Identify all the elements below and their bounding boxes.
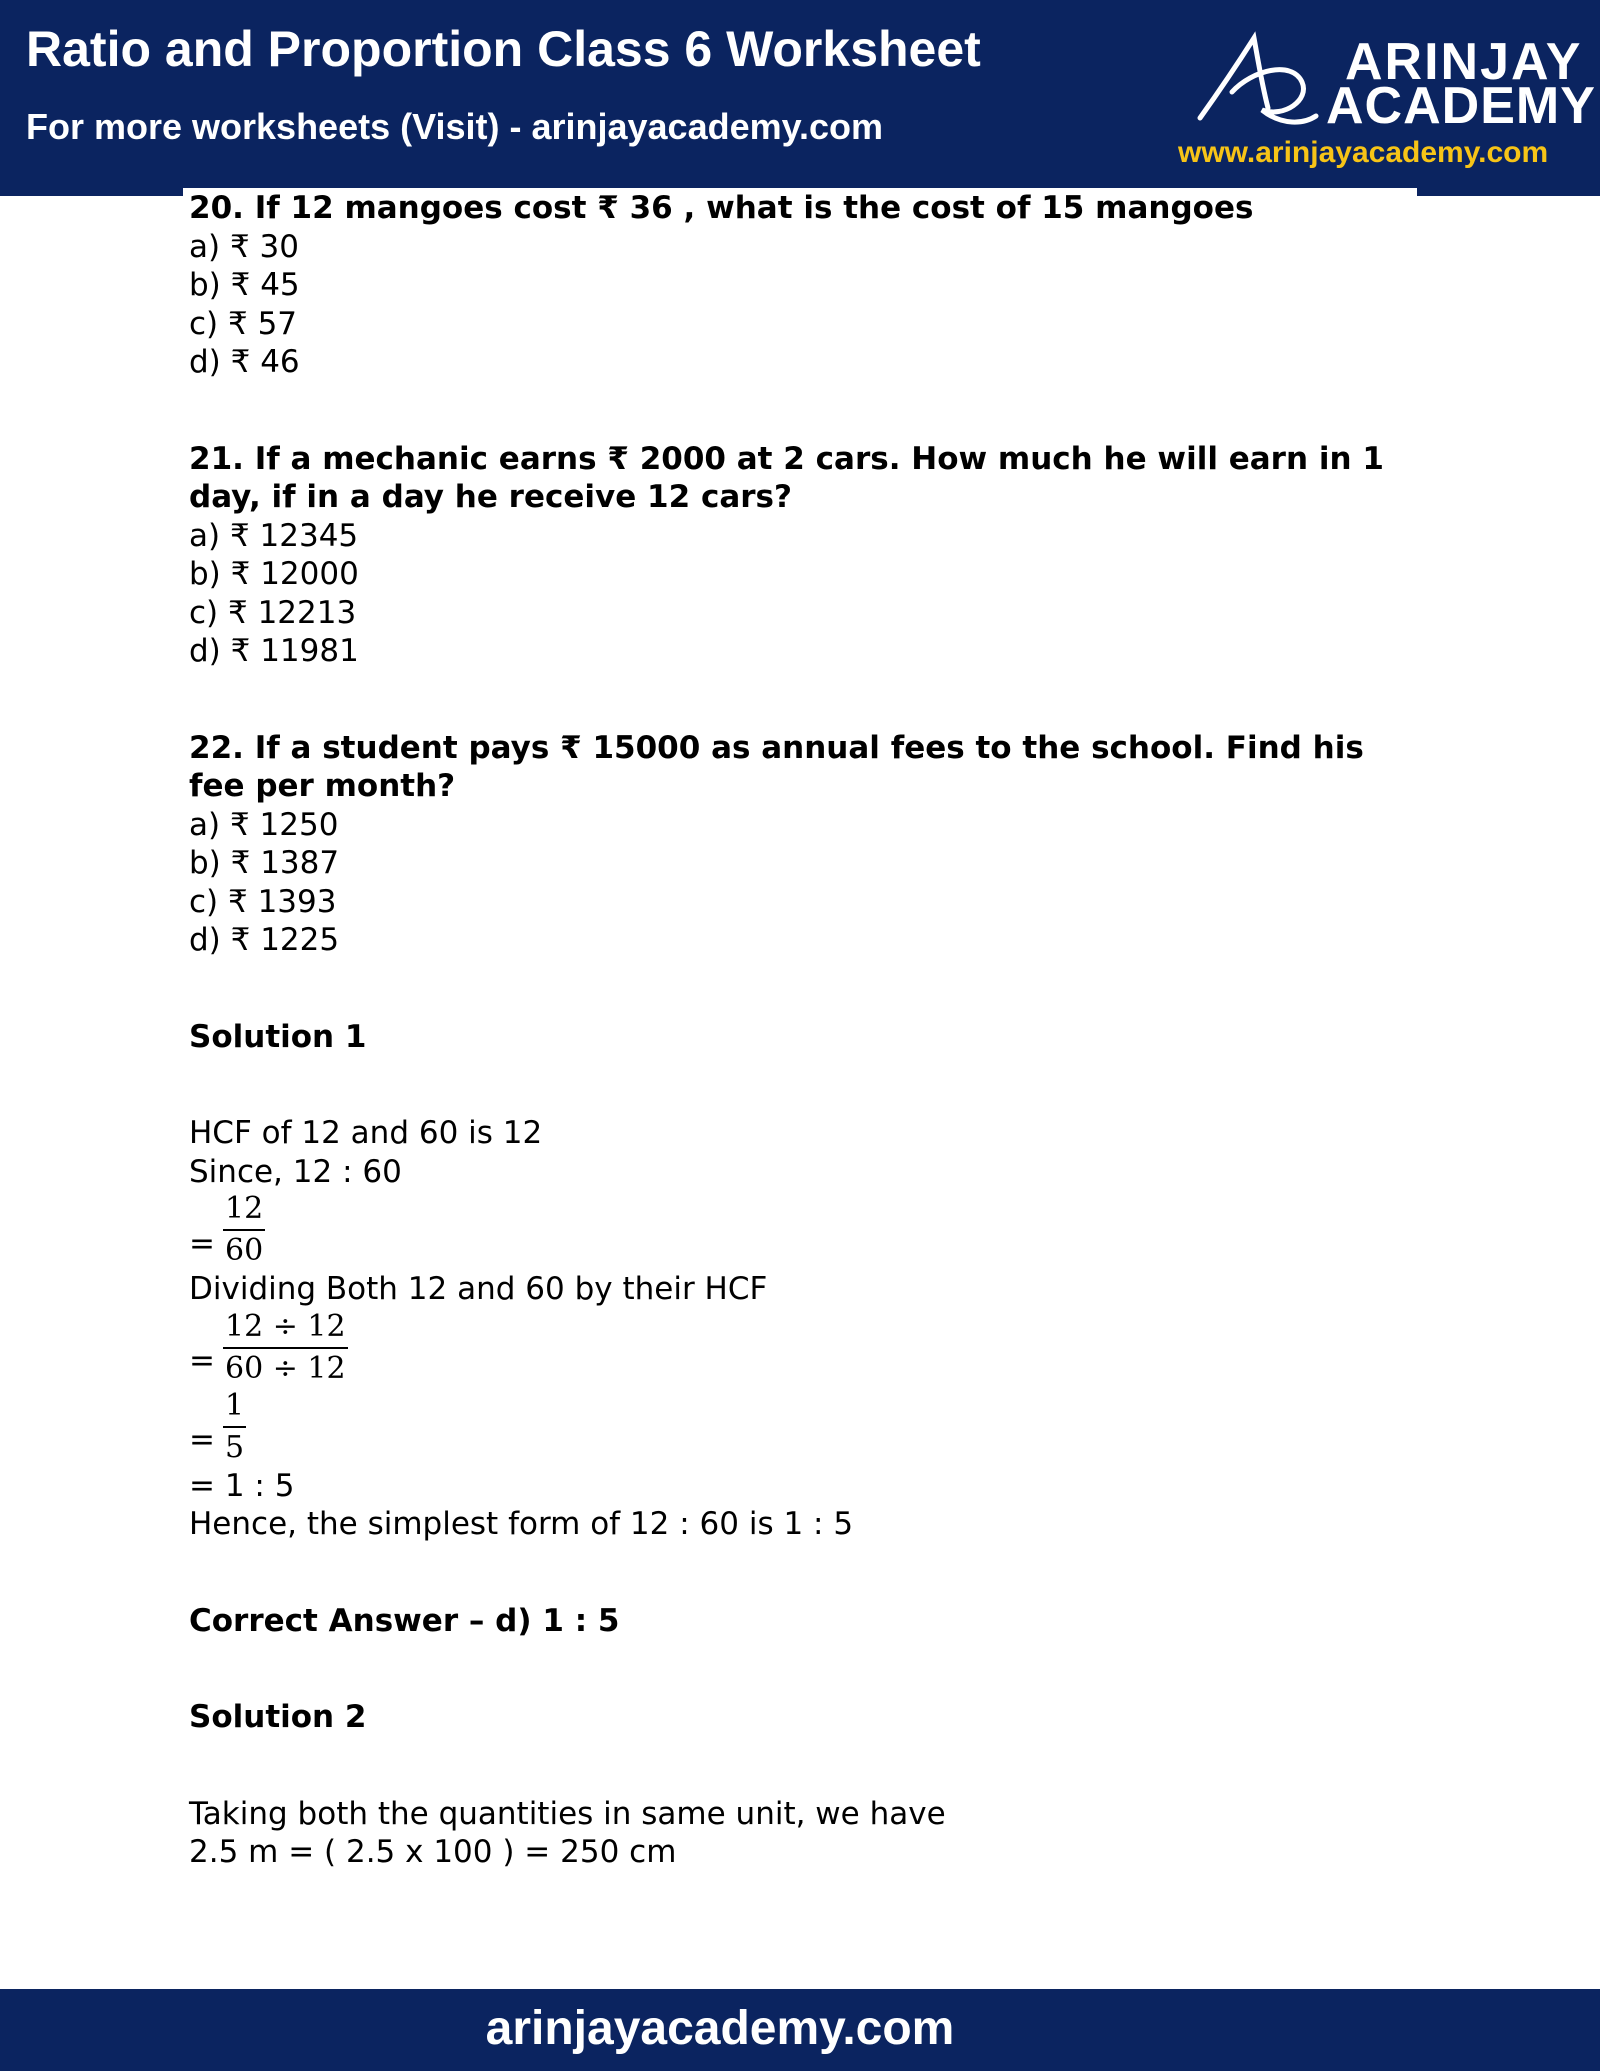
fraction — [223, 1191, 265, 1269]
option-c: c) ₹ 12213 — [189, 594, 357, 631]
denominator: 60 ÷ 12 — [224, 1350, 346, 1386]
correct-answer: Correct Answer – d) 1 : 5 — [189, 1602, 620, 1639]
question-text: 20. If 12 mangoes cost ₹ 36 , what is the cost of 15 mangoes — [189, 190, 1254, 226]
fraction-row — [189, 1190, 1429, 1270]
footer-url: arinjayacademy.com — [485, 2002, 955, 2055]
solution-line: Taking both the quantities in same unit, we have — [189, 1795, 946, 1832]
logo-url: www.arinjayacademy.com — [1178, 136, 1549, 169]
equals-sign: = — [189, 1343, 215, 1380]
question-22 — [189, 729, 1429, 960]
solution-line: Dividing Both 12 and 60 by their HCF — [189, 1271, 768, 1307]
fraction-row — [189, 1387, 1429, 1467]
header-banner — [0, 0, 1600, 196]
option-c: c) ₹ 1393 — [189, 883, 337, 920]
solution-heading: Solution 1 — [189, 1018, 367, 1055]
option-c: c) ₹ 57 — [189, 305, 298, 342]
option-d: d) ₹ 46 — [189, 344, 300, 380]
question-21 — [189, 440, 1429, 671]
question-text: 21. If a mechanic earns ₹ 2000 at 2 cars. How much he will earn in 1 day, if in a day he receive 12 cars? — [189, 440, 1384, 515]
worksheet-content — [189, 189, 1429, 1872]
numerator: 1 — [223, 1388, 246, 1428]
arinjay-logo-icon — [1192, 30, 1322, 130]
denominator: 60 — [224, 1233, 264, 1268]
option-a: a) ₹ 1250 — [189, 806, 339, 843]
logo-text-academy: ACADEMY — [1326, 77, 1596, 135]
solution-2 — [189, 1698, 1429, 1872]
worksheet-title: Ratio and Proportion Class 6 Worksheet — [26, 21, 981, 77]
solution-1 — [189, 1018, 1429, 1699]
question-20 — [189, 189, 1429, 382]
logo-text-arinjay: ARINJAY — [1345, 33, 1583, 91]
solution-line: HCF of 12 and 60 is 12 — [189, 1115, 543, 1151]
fraction-row — [189, 1308, 1429, 1388]
option-a: a) ₹ 30 — [189, 228, 299, 265]
fraction — [223, 1388, 246, 1466]
numerator: 12 — [223, 1191, 265, 1231]
solution-line: Since, 12 : 60 — [189, 1153, 402, 1190]
equals-sign: = — [189, 1422, 215, 1459]
denominator: 5 — [224, 1429, 245, 1465]
option-d: d) ₹ 1225 — [189, 922, 340, 958]
question-text: 22. If a student pays ₹ 15000 as annual fees to the school. Find his fee per month? — [189, 729, 1364, 804]
numerator: 12 ÷ 12 — [223, 1309, 348, 1349]
option-b: b) ₹ 1387 — [189, 845, 340, 881]
option-b: b) ₹ 12000 — [189, 556, 359, 592]
option-b: b) ₹ 45 — [189, 267, 300, 303]
option-a: a) ₹ 12345 — [189, 517, 359, 554]
equals-sign: = — [189, 1225, 215, 1262]
worksheet-subtitle: For more worksheets (Visit) - arinjayacademy.com — [26, 106, 883, 147]
option-d: d) ₹ 11981 — [189, 633, 359, 669]
solution-line: 2.5 m = ( 2.5 x 100 ) = 250 cm — [189, 1834, 677, 1870]
solution-line: Hence, the simplest form of 12 : 60 is 1 : 5 — [189, 1506, 854, 1542]
footer-banner — [0, 1989, 1600, 2071]
fraction — [223, 1309, 348, 1387]
solution-line: = 1 : 5 — [189, 1467, 295, 1504]
solution-heading: Solution 2 — [189, 1699, 367, 1735]
